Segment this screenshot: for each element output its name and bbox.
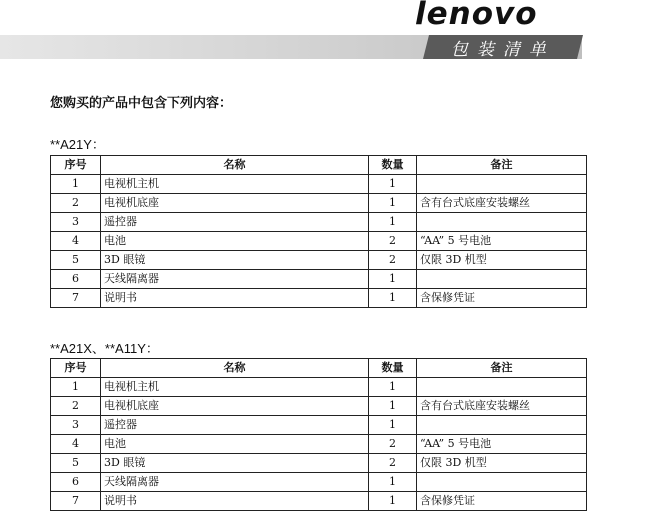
header-qty: 数量 — [369, 359, 417, 378]
table-row — [51, 454, 587, 473]
cell-index: 7 — [51, 492, 101, 511]
cell-name: 电视机主机 — [101, 378, 369, 397]
cell-index: 6 — [51, 473, 101, 492]
cell-index: 5 — [51, 454, 101, 473]
cell-index: 6 — [51, 270, 101, 289]
cell-note: 仅限 3D 机型 — [417, 251, 587, 270]
cell-note: 含保修凭证 — [417, 492, 587, 511]
header-index: 序号 — [51, 156, 101, 175]
cell-qty: 1 — [369, 175, 417, 194]
table-header-row — [51, 359, 587, 378]
cell-note: 含有台式底座安装螺丝 — [417, 194, 587, 213]
table-row — [51, 473, 587, 492]
header-qty: 数量 — [369, 156, 417, 175]
header-name: 名称 — [101, 359, 369, 378]
header-index: 序号 — [51, 359, 101, 378]
cell-name: 电视机主机 — [101, 175, 369, 194]
cell-note — [417, 213, 587, 232]
cell-name: 3D 眼镜 — [101, 251, 369, 270]
cell-qty: 1 — [369, 492, 417, 511]
cell-name: 3D 眼镜 — [101, 454, 369, 473]
cell-qty: 1 — [369, 378, 417, 397]
packing-table — [50, 155, 587, 308]
table-row — [51, 175, 587, 194]
table-row — [51, 416, 587, 435]
table-row — [51, 194, 587, 213]
header-name: 名称 — [101, 156, 369, 175]
banner-title: 包装清单 — [451, 39, 555, 60]
cell-note — [417, 378, 587, 397]
table-header-row — [51, 156, 587, 175]
cell-index: 1 — [51, 378, 101, 397]
table-row — [51, 397, 587, 416]
cell-note: “AA” 5 号电池 — [417, 232, 587, 251]
cell-qty: 1 — [369, 270, 417, 289]
cell-index: 7 — [51, 289, 101, 308]
cell-qty: 2 — [369, 435, 417, 454]
table-row — [51, 232, 587, 251]
cell-index: 2 — [51, 397, 101, 416]
cell-name: 遥控器 — [101, 213, 369, 232]
cell-qty: 2 — [369, 454, 417, 473]
header-note: 备注 — [417, 359, 587, 378]
cell-note: “AA” 5 号电池 — [417, 435, 587, 454]
cell-qty: 1 — [369, 194, 417, 213]
cell-name: 天线隔离器 — [101, 473, 369, 492]
table-row — [51, 270, 587, 289]
cell-name: 遥控器 — [101, 416, 369, 435]
cell-index: 1 — [51, 175, 101, 194]
table-row — [51, 435, 587, 454]
cell-name: 电池 — [101, 232, 369, 251]
cell-note — [417, 175, 587, 194]
cell-index: 3 — [51, 213, 101, 232]
cell-name: 天线隔离器 — [101, 270, 369, 289]
intro-text: 您购买的产品中包含下列内容： — [50, 96, 233, 111]
cell-note: 含保修凭证 — [417, 289, 587, 308]
header-note: 备注 — [417, 156, 587, 175]
banner-title-box — [423, 35, 583, 59]
cell-note — [417, 473, 587, 492]
cell-name: 电视机底座 — [101, 397, 369, 416]
cell-qty: 2 — [369, 232, 417, 251]
cell-qty: 1 — [369, 416, 417, 435]
cell-index: 2 — [51, 194, 101, 213]
cell-index: 4 — [51, 232, 101, 251]
cell-index: 5 — [51, 251, 101, 270]
cell-name: 电视机底座 — [101, 194, 369, 213]
cell-index: 3 — [51, 416, 101, 435]
cell-note: 仅限 3D 机型 — [417, 454, 587, 473]
packing-table — [50, 358, 587, 511]
cell-name: 电池 — [101, 435, 369, 454]
table-row — [51, 289, 587, 308]
cell-note: 含有台式底座安装螺丝 — [417, 397, 587, 416]
cell-note — [417, 270, 587, 289]
cell-index: 4 — [51, 435, 101, 454]
table-row — [51, 492, 587, 511]
cell-name: 说明书 — [101, 289, 369, 308]
table-row — [51, 251, 587, 270]
cell-qty: 1 — [369, 473, 417, 492]
cell-note — [417, 416, 587, 435]
cell-qty: 1 — [369, 289, 417, 308]
model-heading: **A21Y： — [50, 137, 105, 152]
table-row — [51, 378, 587, 397]
model-heading: **A21X、**A11Y： — [50, 341, 159, 356]
cell-qty: 1 — [369, 213, 417, 232]
cell-qty: 1 — [369, 397, 417, 416]
lenovo-logo: lenovo — [415, 0, 538, 32]
cell-qty: 2 — [369, 251, 417, 270]
cell-name: 说明书 — [101, 492, 369, 511]
table-row — [51, 213, 587, 232]
